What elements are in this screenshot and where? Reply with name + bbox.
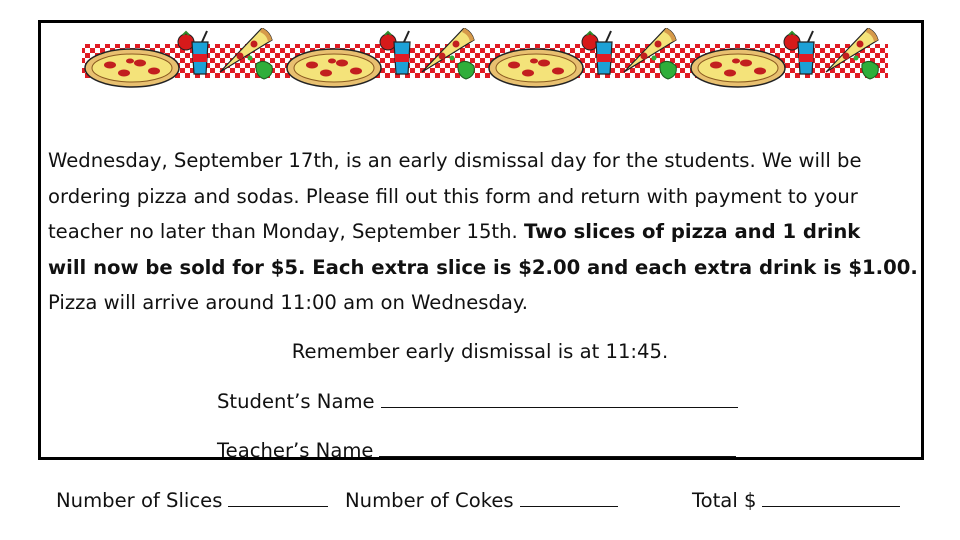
announcement-line: ordering pizza and sodas. Please fill out this form and return with payment to your <box>48 184 858 208</box>
pizza-icon <box>489 49 583 87</box>
total-row <box>692 484 900 516</box>
tomato-icon <box>582 32 598 50</box>
teacher-name-label: Teacher’s Name <box>217 439 374 462</box>
price-text: will now be sold for $5. Each extra slice is $2.00 and each extra drink is $1.00. <box>48 255 918 279</box>
pizza-icon <box>85 49 179 87</box>
announcement-text: teacher no later than Monday, September 15th. <box>48 220 524 243</box>
announcement-line: Wednesday, September 17th, is an early dismissal day for the students. We will be <box>48 149 862 172</box>
cokes-blank[interactable] <box>520 484 618 507</box>
announcement-line <box>48 250 918 286</box>
slices-label: Number of Slices <box>56 489 223 512</box>
price-text: Two slices of pizza and 1 drink <box>523 220 861 243</box>
teacher-name-row <box>217 434 736 466</box>
soda-cup-icon <box>798 31 814 74</box>
tomato-icon <box>784 32 800 50</box>
announcement-line <box>48 214 918 250</box>
total-blank[interactable] <box>762 484 900 507</box>
teacher-name-blank[interactable] <box>379 434 736 457</box>
pizza-icon <box>691 49 785 87</box>
student-name-row <box>217 385 738 417</box>
tomato-icon <box>178 32 194 50</box>
pizza-icon <box>287 49 381 87</box>
soda-cup-icon <box>394 31 410 74</box>
total-label: Total $ <box>692 489 757 512</box>
announcement-line: Pizza will arrive around 11:00 am on Wednesday. <box>48 291 528 314</box>
slices-row <box>56 484 328 516</box>
tomato-icon <box>380 32 396 50</box>
cokes-label: Number of Cokes <box>345 489 514 512</box>
soda-cup-icon <box>596 31 612 74</box>
student-name-label: Student’s Name <box>217 390 375 413</box>
slices-blank[interactable] <box>228 484 328 507</box>
cokes-row <box>345 484 618 516</box>
student-name-blank[interactable] <box>381 385 738 408</box>
dismissal-reminder: Remember early dismissal is at 11:45. <box>291 340 669 363</box>
announcement-paragraph <box>48 143 918 321</box>
pizza-banner <box>80 28 890 92</box>
soda-cup-icon <box>192 31 208 74</box>
